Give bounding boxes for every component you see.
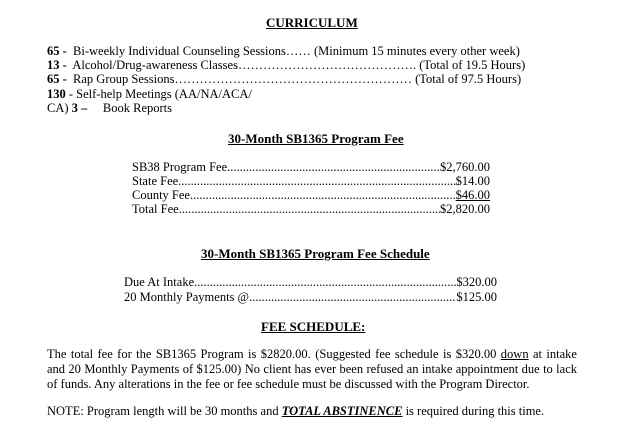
program-fee-row (132, 175, 490, 188)
curriculum-item-count: 65 - (47, 72, 67, 86)
curriculum-item (47, 88, 252, 101)
fee-amount: $2,760.00 (440, 160, 490, 174)
curriculum-item-text: - Self-help Meetings (AA/NA/ACA/ (68, 87, 252, 101)
note-emphasis: TOTAL ABSTINENCE (281, 404, 403, 418)
note-line (47, 405, 544, 418)
curriculum-item-text: Bi-weekly Individual Counseling Sessions…… (Minimum 15 minutes every other week) (73, 44, 520, 58)
fee-amount: $2,820.00 (440, 202, 490, 216)
curriculum-continuation-count: 3 – (71, 101, 88, 115)
dot-leader (249, 291, 456, 304)
curriculum-item-count: 65 - (47, 44, 67, 58)
schedule-row (124, 276, 497, 289)
dot-leader (179, 203, 440, 216)
curriculum-item-count: 13 - (47, 58, 67, 72)
fee-label: Total Fee (132, 202, 179, 216)
dot-leader (190, 189, 456, 202)
curriculum-item-text: Alcohol/Drug-awareness Classes……………………………………. (Total of 19.5 Hours) (72, 58, 526, 72)
program-fee-row (132, 189, 490, 202)
curriculum-item-count: 130 (47, 87, 66, 101)
curriculum-title: CURRICULUM (266, 15, 358, 30)
fee-label: SB38 Program Fee (132, 160, 228, 174)
curriculum-item-text: Rap Group Sessions………………………………………………… (Total of 97.5 Hours) (73, 72, 522, 86)
dot-leader (194, 276, 456, 289)
dot-leader (178, 175, 455, 188)
fee-label: State Fee (132, 174, 179, 188)
fee-schedule-paragraph (47, 347, 577, 392)
dot-leader (227, 161, 440, 174)
note-prefix: NOTE: Program length will be 30 months and (47, 404, 282, 418)
program-fee-row (132, 161, 490, 174)
program-fee-title: 30-Month SB1365 Program Fee (228, 131, 404, 146)
fee-amount: $14.00 (455, 174, 490, 188)
fee-amount: $46.00 (455, 188, 490, 202)
fee-schedule-text-part1: The total fee for the SB1365 Program is $2820.00. (Suggested fee schedule is $320.00 (47, 347, 501, 361)
curriculum-continuation-prefix: CA) (47, 101, 69, 115)
schedule-row (124, 291, 497, 304)
fee-label: County Fee (132, 188, 190, 202)
schedule-label: Due At Intake (124, 275, 195, 289)
fee-schedule-title: FEE SCHEDULE: (261, 319, 366, 334)
schedule-amount: $125.00 (456, 290, 497, 304)
schedule-label: 20 Monthly Payments @ (124, 290, 250, 304)
fee-schedule-text-down: down (500, 347, 529, 361)
curriculum-continuation-text: Book Reports (102, 101, 173, 115)
curriculum-item (47, 59, 525, 72)
schedule-amount: $320.00 (456, 275, 497, 289)
curriculum-item-continuation (47, 102, 172, 115)
fee-schedule-text-part2: at intake and 20 Monthly Payments of $125.00) No client has ever been refused an intake appointment due to lack of funds. Any alterations in the fee or fee schedule must be discussed with the Program Director. (47, 347, 577, 391)
program-fee-row (132, 203, 490, 216)
note-suffix: is required during this time. (402, 404, 545, 418)
curriculum-item (47, 73, 521, 86)
fee-schedule-summary-title: 30-Month SB1365 Program Fee Schedule (201, 246, 430, 261)
curriculum-item (47, 45, 520, 58)
